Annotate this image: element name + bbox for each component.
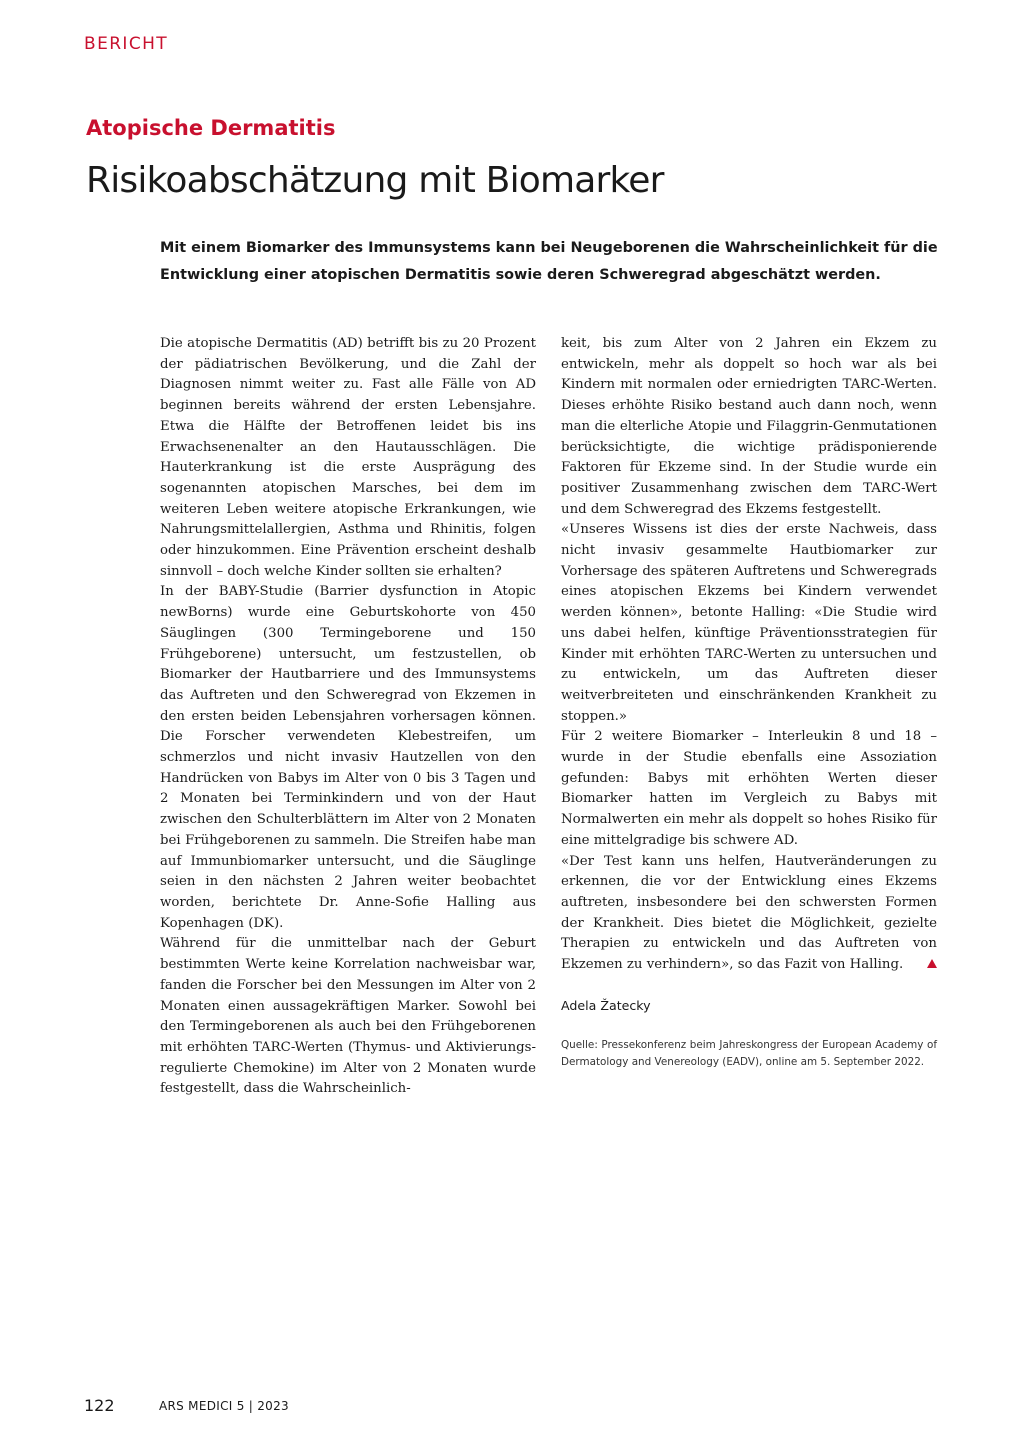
source-note: Quelle: Pressekonferenz beim Jahreskongress der European Academy of Dermatology and Venereology (EADV), online am 5. September 2022. [561,1038,937,1068]
red-triangle-end-icon [927,959,937,968]
body-paragraph-last [561,852,937,976]
journal-issue: ARS MEDICI 5 | 2023 [159,1399,289,1413]
article-lead: Mit einem Biomarker des Immunsystems kann bei Neugeborenen die Wahrscheinlichkeit für die Entwicklung einer atopischen Dermatitis sowie deren Schweregrad abgeschätzt werden. [160,240,938,283]
body-paragraph: Für 2 weitere Biomarker – Interleukin 8 und 18 – wurde in der Studie ebenfalls eine Assoziation gefunden: Babys mit erhöhten Werten dieser Biomarker hatten im Vergleich zu Babys mit Normalwerten ein mehr als doppelt so hohes Risiko für eine mittelgradige bis schwere AD. [561,729,937,848]
body-column-right [561,334,937,1071]
body-paragraph: keit, bis zum Alter von 2 Jahren ein Ekzem zu entwickeln, mehr als doppelt so hoch war als bei Kindern mit normalen oder erniedrigten TARC-Werten. Dieses erhöhte Risiko bestand auch dann noch, wenn man die elterliche Atopie und Filaggrin-Genmutationen berücksichtigte, die wichtige prädisponierende Faktoren für Ekzeme sind. In der Studie wurde ein positiver Zusammenhang zwischen dem TARC-Wert und dem Schweregrad des Ekzems festgestellt. [561,336,937,517]
page-number: 122 [84,1396,115,1415]
body-column-left [160,334,536,1100]
body-paragraph-text: «Der Test kann uns helfen, Hautveränderungen zu erkennen, die vor der Entwicklung eines Ekzems auftreten, insbesondere bei den schwersten Formen der Krankheit. Dies bietet die Möglichkeit, gezielte Therapien zu entwickeln und das Auftreten von Ekzemen zu verhindern», so das Fazit von Halling. [561,853,937,973]
article-kicker: Atopische Dermatitis [86,116,336,140]
article-title: Risikoabschätzung mit Biomarker [86,160,664,201]
author-name: Adela Žatecky [561,997,651,1013]
body-paragraph: In der BABY-Studie (Barrier dysfunction in Atopic newBorns) wurde eine Geburtskohorte von 450 Säuglingen (300 Termingeborene und 150 Frühgeborene) untersucht, um festzustellen, ob Biomarker der Hautbarriere und des Immunsystems das Auftreten und den Schweregrad von Ekzemen in den ersten beiden Lebensjahren vorhersagen können. Die Forscher verwendeten Klebestreifen, um schmerzlos und nicht invasiv Hautzellen von den Handrücken von Babys im Alter von 0 bis 3 Tagen und 2 Monaten bei Terminkindern und von der Haut zwischen den Schulterblättern im Alter von 2 Monaten bei Frühgeborenen zu sammeln. Die Streifen habe man auf Immunbiomarker untersucht, und die Säuglinge seien in den nächsten 2 Jahren weiter beobachtet worden, berichtete Dr. Anne-Sofie Halling aus Kopenhagen (DK). [160,584,536,931]
section-label: BERICHT [84,34,169,54]
body-paragraph: Die atopische Dermatitis (AD) betrifft bis zu 20 Prozent der pädiatrischen Bevölkerung, und die Zahl der Diagnosen nimmt weiter zu. Fast alle Fälle von AD beginnen bereits während der ersten Lebensjahre. Etwa die Hälfte der Betroffenen leidet bis ins Erwachsenenalter an den Hautausschlägen. Die Hauterkrankung ist die erste Ausprägung des sogenannten atopischen Marsches, bei dem im weiteren Leben weitere atopische Erkrankungen, wie Nahrungsmittelallergien, Asthma und Rhinitis, folgen oder hinzukommen. Eine Prävention erscheint deshalb sinnvoll – doch welche Kinder sollten sie erhalten? [160,336,536,579]
body-paragraph: «Unseres Wissens ist dies der erste Nachweis, dass nicht invasiv gesammelte Hautbiomarker zur Vorhersage des späteren Auftretens und Schweregrads eines atopischen Ekzems bei Kindern verwendet werden können», betonte Halling: «Die Studie wird uns dabei helfen, künftige Präventionsstrategien für Kinder mit erhöhten TARC-Werten zu untersuchen und zu entwickeln, um das Auftreten dieser weitverbreiteten und einschränkenden Krankheit zu stoppen.» [561,522,937,724]
body-paragraph: Während für die unmittelbar nach der Geburt bestimmten Werte keine Korrelation nachweisbar war, fanden die Forscher bei den Messungen im Alter von 2 Monaten einen aussagekräftigen Marker. Sowohl bei den Termingeborenen als auch bei den Frühgeborenen mit erhöhten TARC-Werten (Thymus- und Aktivierungs-regulierte Chemokine) im Alter von 2 Monaten wurde festgestellt, dass die Wahrscheinlich- [160,936,536,1097]
